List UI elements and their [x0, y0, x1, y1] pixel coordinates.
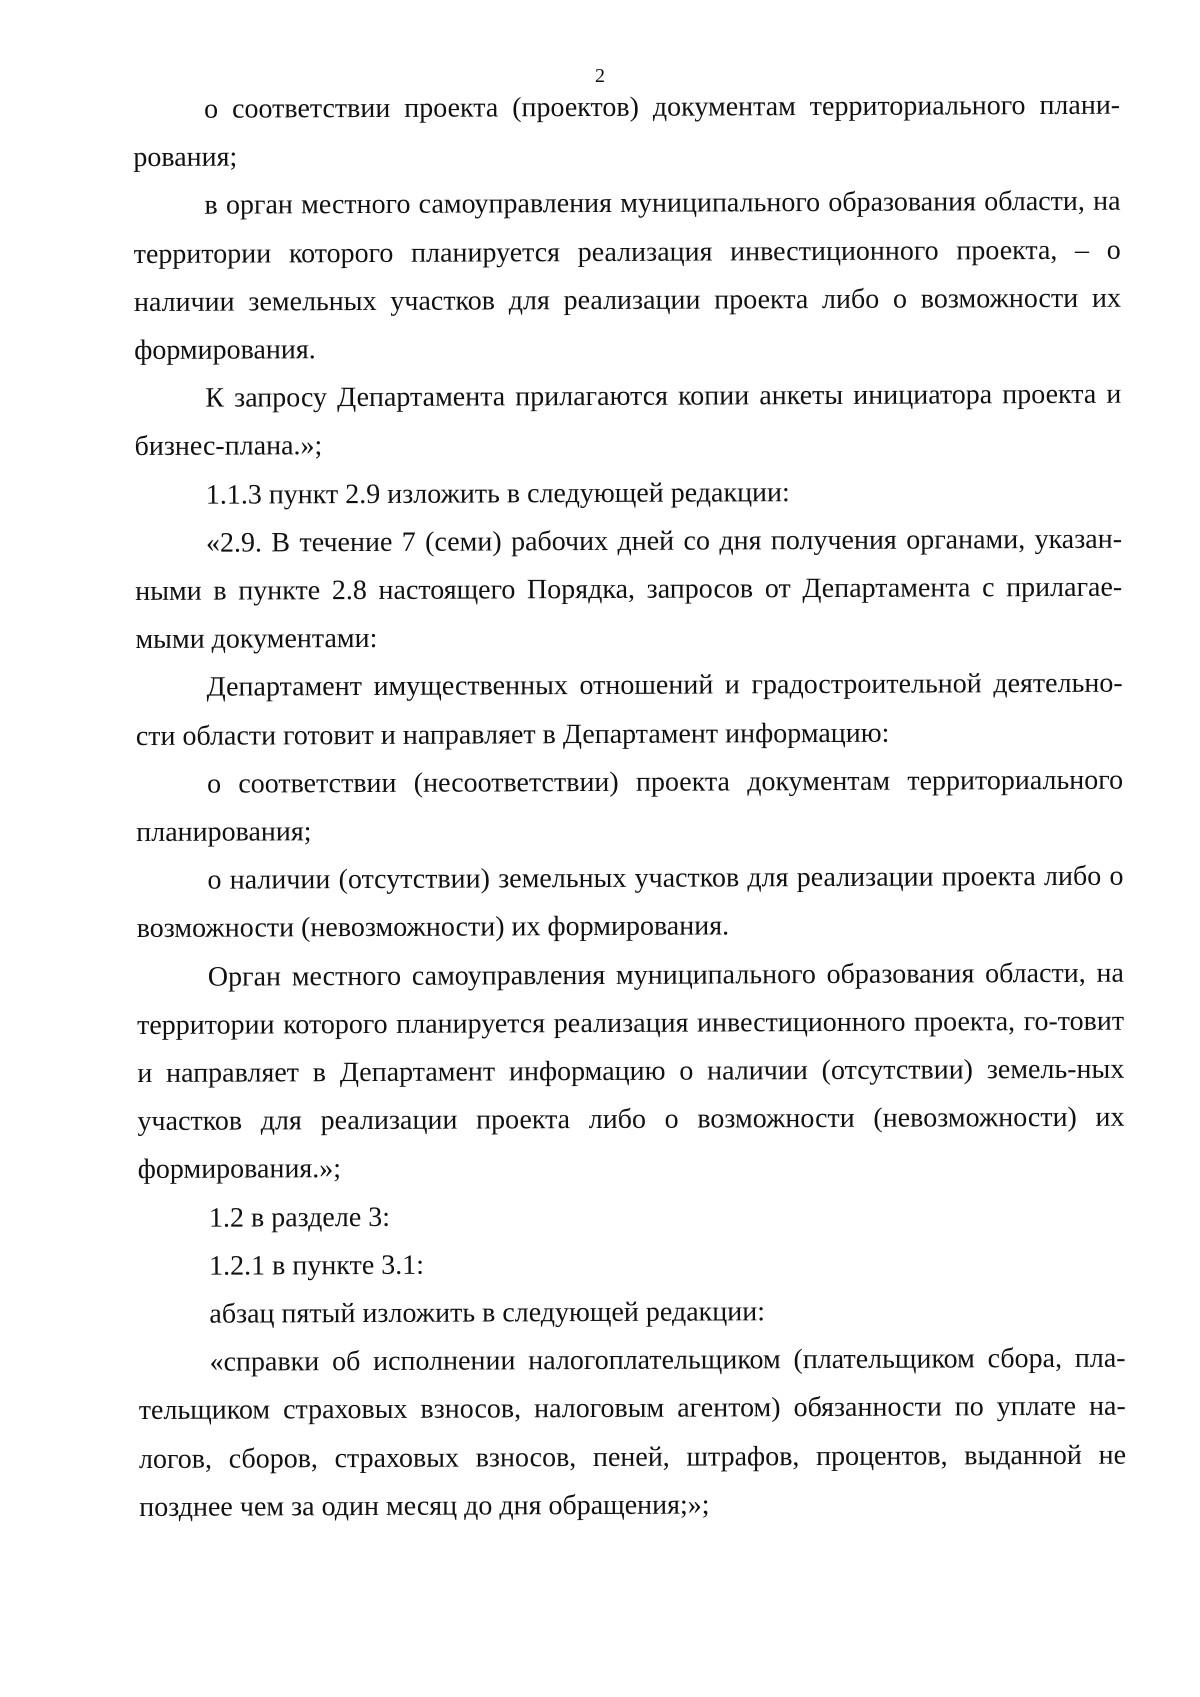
paragraph: о соответствии проекта (проектов) документам территориального плани-рования;	[133, 89, 1121, 174]
paragraph: «справки об исполнении налогоплательщиком (плательщиком сбора, пла-тельщиком страховых взносов, налоговым агентом) обязанности по уплате на-логов, сборов, страховых взносов, пеней, штрафов, процентов, выданной не позднее чем за один месяц до дня обращения;»;	[138, 1342, 1127, 1523]
paragraph: о наличии (отсутствии) земельных участков для реализации проекта либо о возможности (невозможности) их формирования.	[136, 860, 1124, 945]
paragraph: Орган местного самоуправления муниципального образования области, на территории которого планируется реализация инвестиционного проекта, го-товит и направляет в Департамент информацию о наличии (отсутствии) земель-ных участков для реализации проекта либо о возможности (невозможности) их формирования.»;	[137, 957, 1125, 1186]
paragraph: в орган местного самоуправления муниципального образования области, на территории которого планируется реализация инвестиционного проекта, – о наличии земельных участков для реализации проекта либо о возможности их формирования.	[133, 186, 1122, 367]
paragraph: Департамент имущественных отношений и градостроительной деятельно-сти области готовит и направляет в Департамент информацию:	[135, 668, 1123, 752]
page-number: 2	[595, 65, 605, 87]
paragraph: 1.1.3 пункт 2.9 изложить в следующей редакции:	[205, 476, 790, 511]
paragraph: о соответствии (несоответствии) проекта документам территориального планирования;	[136, 764, 1124, 849]
paragraph: 1.2.1 в пункте 3.1:	[209, 1249, 425, 1282]
paragraph: абзац пятый изложить в следующей редакции:	[209, 1296, 766, 1330]
paragraph: К запросу Департамента прилагаются копии анкеты инициатора проекта и бизнес-плана.»;	[134, 378, 1122, 463]
paragraph: «2.9. В течение 7 (семи) рабочих дней со дня получения органами, указан-ными в пункте 2.8 настоящего Порядка, запросов от Департамента с прилагае-мыми документами:	[135, 523, 1123, 656]
paragraph: 1.2 в разделе 3:	[208, 1201, 391, 1234]
document-body	[133, 82, 1126, 1532]
